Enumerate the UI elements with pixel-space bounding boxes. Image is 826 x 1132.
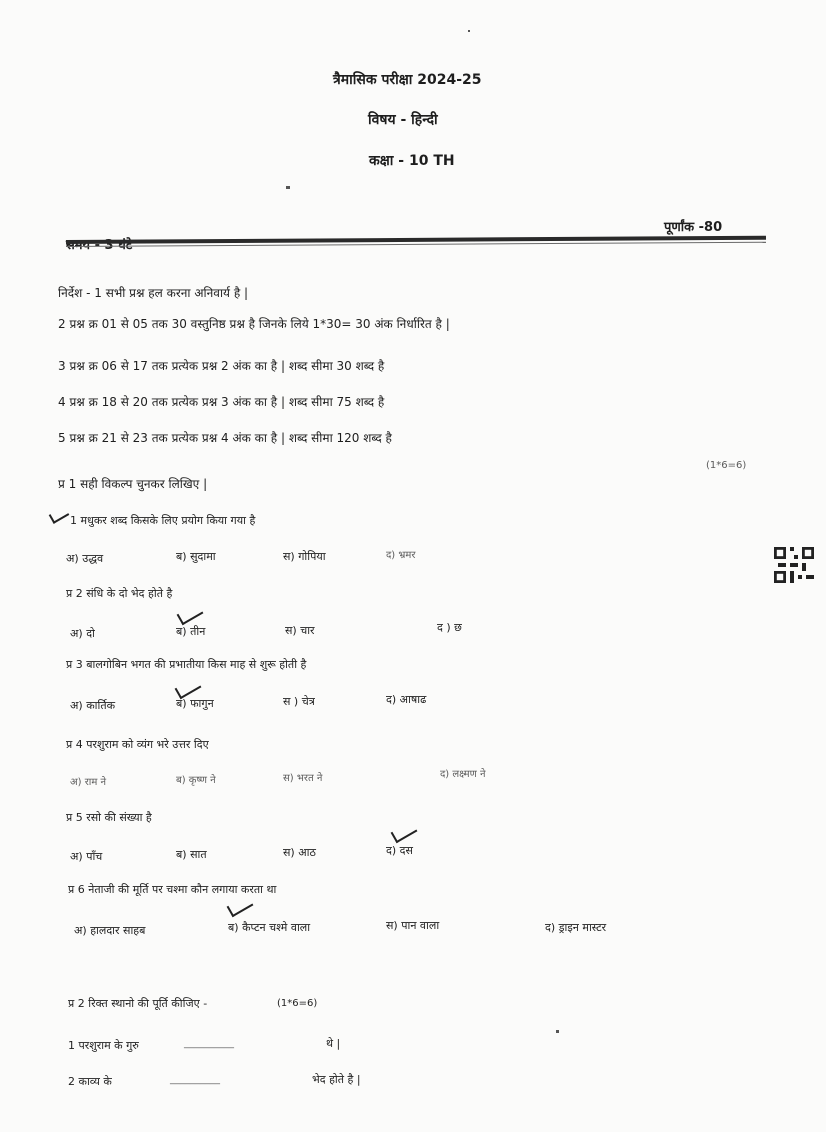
q6-option-a: अ) हालदार साहब bbox=[74, 924, 146, 937]
fill-blank-1-before: 1 परशुराम के गुरु bbox=[68, 1039, 139, 1052]
total-marks: पूर्णांक -80 bbox=[664, 220, 723, 235]
speck bbox=[286, 186, 290, 189]
speck bbox=[468, 30, 470, 32]
q6-option-c: स) पान वाला bbox=[386, 919, 440, 932]
fill-blank-2-after: भेद होते है | bbox=[312, 1073, 361, 1086]
q3-option-d: द) आषाढ bbox=[386, 693, 427, 706]
q3-option-b: ब) फागुन bbox=[176, 697, 214, 710]
q3-option-c: स ) चेत्र bbox=[283, 695, 315, 708]
qr-code-icon bbox=[774, 547, 814, 583]
question-5: प्र 5 रसो की संख्या है bbox=[66, 811, 152, 824]
question-4: प्र 4 परशुराम को व्यंग भरे उत्तर दिए bbox=[66, 738, 209, 751]
fill-blank-1-blank: __________ bbox=[184, 1038, 234, 1049]
check-mark-icon bbox=[227, 895, 254, 917]
instruction-3: 3 प्रश्न क्र 06 से 17 तक प्रत्येक प्रश्न 2 अंक का है | शब्द सीमा 30 शब्द है bbox=[58, 359, 385, 373]
instruction-1: निर्देश - 1 सभी प्रश्न हल करना अनिवार्य है | bbox=[58, 286, 249, 300]
speck bbox=[556, 1030, 559, 1033]
q5-option-b: ब) सात bbox=[176, 848, 207, 861]
section2-heading: प्र 2 रिक्त स्थानो की पूर्ति कीजिए - bbox=[68, 997, 208, 1010]
section1-heading: प्र 1 सही विकल्प चुनकर लिखिए | bbox=[58, 477, 208, 491]
q2-option-d: द ) छ bbox=[437, 621, 462, 634]
question-6: प्र 6 नेताजी की मूर्ति पर चश्मा कौन लगाया करता था bbox=[68, 883, 277, 896]
subject-line: विषय - हिन्दी bbox=[368, 112, 438, 128]
question-2: प्र 2 संधि के दो भेद होते है bbox=[66, 587, 173, 600]
check-mark-icon bbox=[177, 603, 204, 625]
fill-blank-2-blank: __________ bbox=[170, 1074, 220, 1085]
q4-option-b: ब) कृष्ण ने bbox=[176, 775, 216, 786]
instruction-4: 4 प्रश्न क्र 18 से 20 तक प्रत्येक प्रश्न 3 अंक का है | शब्द सीमा 75 शब्द है bbox=[58, 395, 385, 409]
q2-option-b: ब) तीन bbox=[176, 625, 206, 638]
check-mark-icon bbox=[391, 821, 418, 843]
q2-option-a: अ) दो bbox=[70, 627, 95, 640]
class-line: कक्षा - 10 TH bbox=[369, 153, 455, 169]
exam-title: त्रैमासिक परीक्षा 2024-25 bbox=[333, 72, 482, 88]
q3-option-a: अ) कार्तिक bbox=[70, 699, 116, 712]
q1-option-b: ब) सुदामा bbox=[176, 550, 216, 563]
q4-option-d: द) लक्ष्मण ने bbox=[440, 769, 486, 780]
q1-option-a: अ) उद्धव bbox=[66, 552, 104, 565]
q1-option-c: स) गोपिया bbox=[283, 550, 326, 563]
q4-option-c: स) भरत ने bbox=[283, 773, 323, 784]
q1-option-d: द) भ्रमर bbox=[386, 550, 416, 561]
q5-option-c: स) आठ bbox=[283, 846, 316, 859]
q2-option-c: स) चार bbox=[285, 624, 315, 637]
q5-option-d: द) दस bbox=[386, 844, 413, 857]
q5-option-a: अ) पाँच bbox=[70, 850, 103, 863]
q6-option-b: ब) कैप्टन चश्मे वाला bbox=[228, 921, 311, 934]
section2-marks: (1*6=6) bbox=[277, 998, 318, 1009]
fill-blank-2-before: 2 काव्य के bbox=[68, 1075, 112, 1088]
question-1: 1 मधुकर शब्द किसके लिए प्रयोग किया गया है bbox=[70, 514, 256, 527]
question-3: प्र 3 बालगोबिन भगत की प्रभातीया किस माह से शुरू होती है bbox=[66, 658, 307, 671]
section1-marks: (1*6=6) bbox=[706, 460, 747, 471]
check-mark-icon bbox=[49, 506, 70, 524]
instruction-2: 2 प्रश्न क्र 01 से 05 तक 30 वस्तुनिष्ठ प्रश्न है जिनके लिये 1*30= 30 अंक निर्धारित है | bbox=[58, 317, 450, 331]
fill-blank-1-after: थे | bbox=[326, 1037, 341, 1050]
q4-option-a: अ) राम ने bbox=[70, 777, 107, 788]
q6-option-d: द) ड्राइन मास्टर bbox=[545, 921, 607, 934]
instruction-5: 5 प्रश्न क्र 21 से 23 तक प्रत्येक प्रश्न 4 अंक का है | शब्द सीमा 120 शब्द है bbox=[58, 431, 392, 445]
